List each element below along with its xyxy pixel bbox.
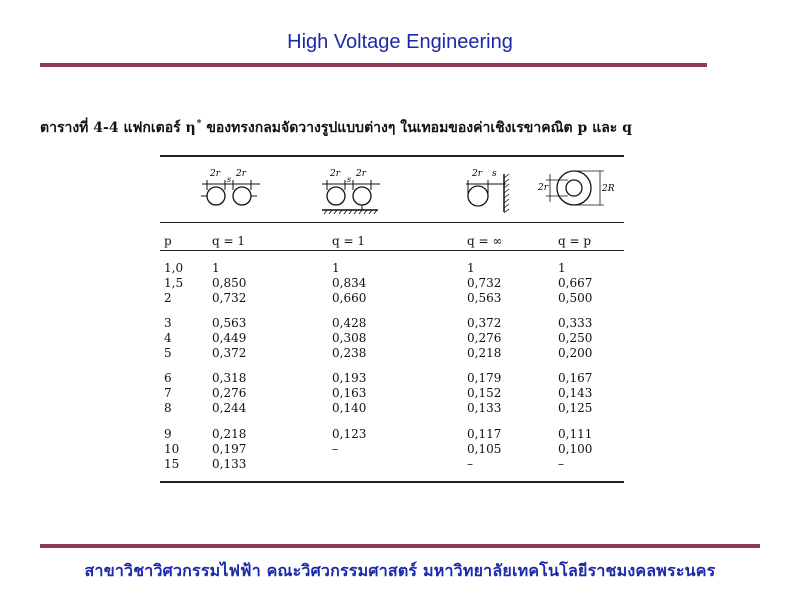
header-p: p bbox=[164, 234, 172, 248]
table-cell-q-p: 0,250 bbox=[558, 331, 593, 345]
table-cell-q1-a: 0,218 bbox=[212, 427, 247, 441]
table-cell-q1-b: 0,834 bbox=[332, 276, 367, 290]
table-cell-q-inf: 0,152 bbox=[467, 386, 502, 400]
table-cell-p: 6 bbox=[164, 371, 172, 385]
table-cell-q1-a: 0,133 bbox=[212, 457, 247, 471]
table-cell-q1-b: 0,428 bbox=[332, 316, 367, 330]
table-cell-q-inf: 0,105 bbox=[467, 442, 502, 456]
table-cell-p: 1,5 bbox=[164, 276, 184, 290]
table-cell-q-inf: 0,179 bbox=[467, 371, 502, 385]
table-cell-q1-a: 0,318 bbox=[212, 371, 247, 385]
figure-sphere-to-wall bbox=[464, 160, 524, 220]
table-cell-p: 8 bbox=[164, 401, 172, 415]
table-cell-p: 9 bbox=[164, 427, 172, 441]
fig1-label-2r-right: 2r bbox=[236, 169, 247, 179]
fig4-label-2r: 2r bbox=[538, 183, 549, 193]
header-q1-b: q = 1 bbox=[332, 234, 365, 248]
header-divider bbox=[40, 63, 707, 67]
table-cell-q1-a: 1 bbox=[212, 261, 220, 275]
table-cell-q1-b: 0,123 bbox=[332, 427, 367, 441]
table-cell-q1-a: 0,563 bbox=[212, 316, 247, 330]
table-cell-q1-b: 0,193 bbox=[332, 371, 367, 385]
figure-two-spheres bbox=[198, 160, 268, 220]
table-cell-q1-b: 1 bbox=[332, 261, 340, 275]
table-cell-q-inf: 0,563 bbox=[467, 291, 502, 305]
fig2-label-s: s bbox=[347, 175, 352, 184]
table-cell-q-p: 0,143 bbox=[558, 386, 593, 400]
table-cell-q-p: 0,333 bbox=[558, 316, 593, 330]
table-bottom-rule bbox=[160, 481, 624, 483]
table-cell-q1-a: 0,276 bbox=[212, 386, 247, 400]
footer-institution: สาขาวิชาวิศวกรรมไฟฟ้า คณะวิศวกรรมศาสตร์ มหาวิทยาลัยเทคโนโลยีราชมงคลพระนคร bbox=[84, 561, 716, 580]
table-cell-p: 1,0 bbox=[164, 261, 184, 275]
header-q1-a: q = 1 bbox=[212, 234, 245, 248]
table-header-rule-top bbox=[160, 222, 624, 223]
table-cell-q-p: 0,500 bbox=[558, 291, 593, 305]
footer-divider bbox=[40, 544, 760, 548]
table-cell-q1-a: 0,732 bbox=[212, 291, 247, 305]
table-cell-q1-b: 0,308 bbox=[332, 331, 367, 345]
table-cell-p: 3 bbox=[164, 316, 172, 330]
table-header-rule-bottom bbox=[160, 250, 624, 251]
table-cell-q-p: 1 bbox=[558, 261, 566, 275]
table-cell-q-inf: 1 bbox=[467, 261, 475, 275]
table-cell-q-p: 0,200 bbox=[558, 346, 593, 360]
figure-spheres-over-ground bbox=[318, 160, 388, 220]
table-cell-q-inf: 0,372 bbox=[467, 316, 502, 330]
table-cell-q1-a: 0,372 bbox=[212, 346, 247, 360]
table-cell-p: 5 bbox=[164, 346, 172, 360]
caption-superscript: * bbox=[196, 119, 202, 130]
table-cell-q-inf: – bbox=[467, 457, 473, 471]
table-cell-q1-b: 0,163 bbox=[332, 386, 367, 400]
fig1-label-s: s bbox=[227, 175, 232, 184]
table-cell-p: 2 bbox=[164, 291, 172, 305]
table-cell-p: 15 bbox=[164, 457, 180, 471]
table-cell-q-p: 0,167 bbox=[558, 371, 593, 385]
header-q-p: q = p bbox=[558, 234, 592, 248]
table-cell-q-inf: 0,276 bbox=[467, 331, 502, 345]
fig2-label-2r-right: 2r bbox=[356, 169, 367, 179]
table-cell-q-inf: 0,732 bbox=[467, 276, 502, 290]
caption-label: ตารางที่ 4-4 bbox=[40, 120, 119, 136]
header-q-inf: q = ∞ bbox=[467, 234, 503, 248]
page-header-title: High Voltage Engineering bbox=[287, 31, 513, 53]
figure-concentric-spheres bbox=[536, 160, 616, 220]
table-cell-q1-a: 0,850 bbox=[212, 276, 247, 290]
table-caption bbox=[40, 117, 760, 139]
table-cell-q-p: 0,100 bbox=[558, 442, 593, 456]
caption-text-b: ของทรงกลมจัดวางรูปแบบต่างๆ ในเทอมของค่าเชิงเรขาคณิต p และ q bbox=[206, 120, 632, 136]
table-cell-p: 4 bbox=[164, 331, 172, 345]
fig1-label-2r-left: 2r bbox=[210, 169, 221, 179]
table-cell-q-inf: 0,218 bbox=[467, 346, 502, 360]
table-cell-q-inf: 0,117 bbox=[467, 427, 502, 441]
table-cell-q1-a: 0,244 bbox=[212, 401, 247, 415]
fig4-label-2R: 2R bbox=[602, 184, 615, 194]
table-cell-q1-b: 0,140 bbox=[332, 401, 367, 415]
fig3-label-s: s bbox=[492, 169, 497, 179]
table-cell-p: 10 bbox=[164, 442, 180, 456]
table-cell-q1-a: 0,449 bbox=[212, 331, 247, 345]
table-cell-q-inf: 0,133 bbox=[467, 401, 502, 415]
caption-text-a: แฟกเตอร์ η bbox=[123, 120, 196, 136]
table-cell-p: 7 bbox=[164, 386, 172, 400]
fig3-label-2r: 2r bbox=[472, 169, 483, 179]
fig2-label-2r-left: 2r bbox=[330, 169, 341, 179]
table-cell-q-p: 0,111 bbox=[558, 427, 593, 441]
table-cell-q1-b: 0,238 bbox=[332, 346, 367, 360]
table-top-rule bbox=[160, 155, 624, 157]
table-cell-q1-b: 0,660 bbox=[332, 291, 367, 305]
table-cell-q-p: – bbox=[558, 457, 564, 471]
table-cell-q1-b: – bbox=[332, 442, 338, 456]
table-cell-q-p: 0,125 bbox=[558, 401, 593, 415]
table-cell-q1-a: 0,197 bbox=[212, 442, 247, 456]
table-cell-q-p: 0,667 bbox=[558, 276, 593, 290]
